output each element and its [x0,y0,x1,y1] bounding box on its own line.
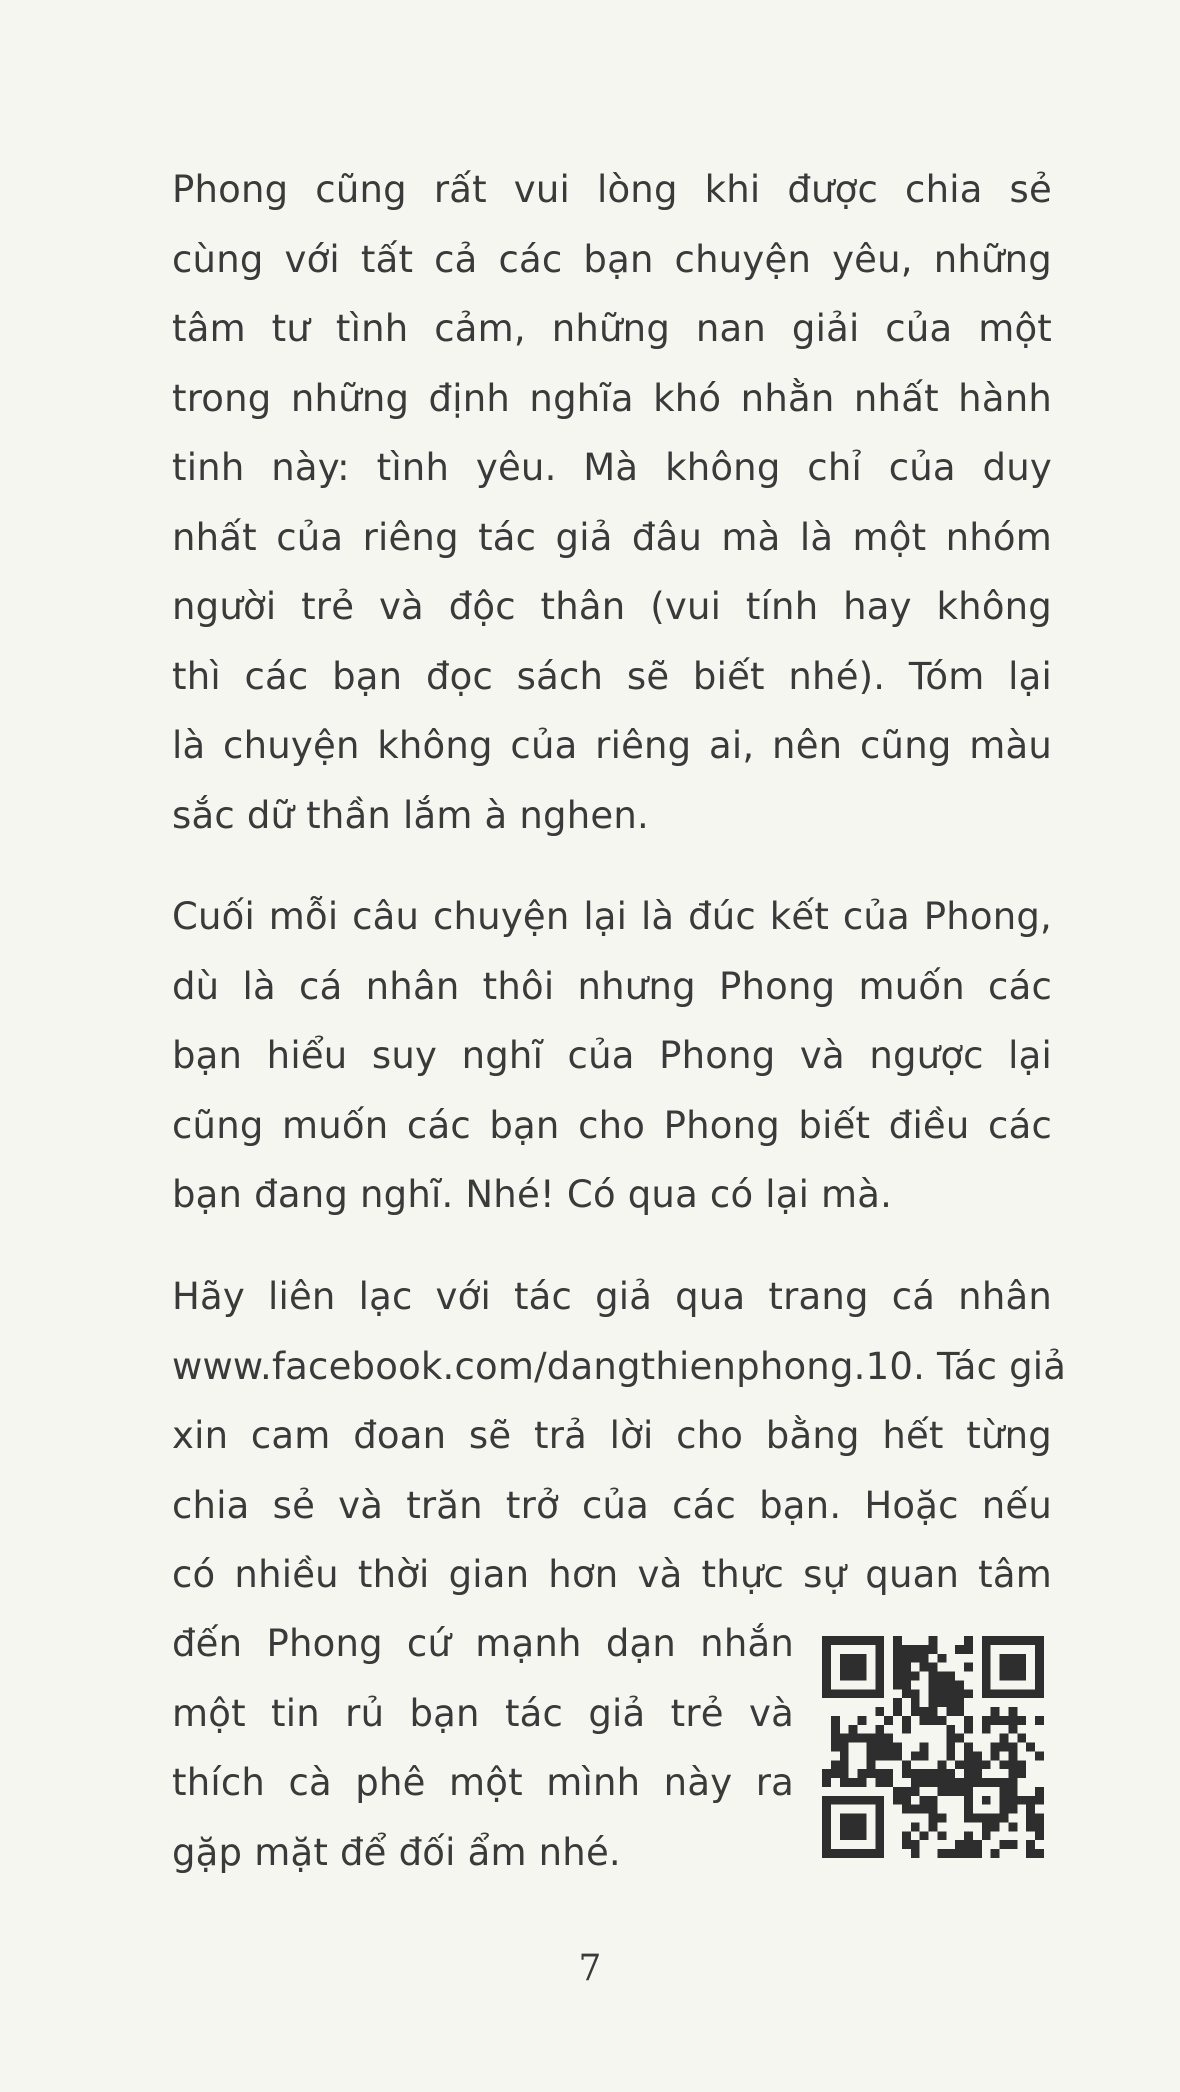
page-number: 7 [578,1948,602,1989]
text-line: xin cam đoan sẽ trả lời cho bằng hết từng [172,1414,1052,1457]
text-line: nhất của riêng tác giả đâu mà là một nhóm [172,515,1052,559]
text-line: bạn đang nghĩ. Nhé! Có qua có lại mà. [172,1173,893,1216]
paragraph-contact-wrapped [172,1609,794,1887]
text-line: dù là cá nhân thôi nhưng Phong muốn các [172,964,1052,1008]
text-line: là chuyện không của riêng ai, nên cũng màu [172,724,1052,767]
text-line: Cuối mỗi câu chuyện lại là đúc kết của Phong, [172,895,1052,938]
text-line: cùng với tất cả các bạn chuyện yêu, những [172,237,1052,281]
text-line: gặp mặt để đối ẩm nhé. [172,1830,621,1874]
text-line: đến Phong cứ mạnh dạn nhắn [172,1622,794,1665]
text-line: cũng muốn các bạn cho Phong biết điều các [172,1103,1052,1147]
qr-code-icon[interactable] [822,1636,1044,1858]
text-line: thì các bạn đọc sách sẽ biết nhé). Tóm lại [172,654,1052,698]
text-line: chia sẻ và trăn trở của các bạn. Hoặc nếu [172,1483,1052,1527]
text-line: sắc dữ thần lắm à nghen. [172,793,649,837]
text-line: trong những định nghĩa khó nhằn nhất hành [172,376,1052,420]
paragraph-contact [172,1262,1067,1610]
text-line-facebook-link[interactable]: www.facebook.com/dangthienphong.10. Tác giả [172,1344,1067,1388]
text-line: người trẻ và độc thân (vui tính hay không [172,585,1052,628]
text-line: Phong cũng rất vui lòng khi được chia sẻ [172,168,1052,211]
text-line: có nhiều thời gian hơn và thực sự quan tâm [172,1553,1052,1596]
text-line: tinh này: tình yêu. Mà không chỉ của duy [172,446,1052,489]
text-line: tâm tư tình cảm, những nan giải của một [172,307,1052,350]
paragraph-intro [172,155,1052,850]
paragraph-conclusion [172,882,1052,1230]
text-line: thích cà phê một mình này ra [172,1761,794,1804]
text-line: bạn hiểu suy nghĩ của Phong và ngược lại [172,1034,1052,1077]
text-line: Hãy liên lạc với tác giả qua trang cá nhân [172,1275,1052,1318]
text-line: một tin rủ bạn tác giả trẻ và [172,1691,794,1735]
